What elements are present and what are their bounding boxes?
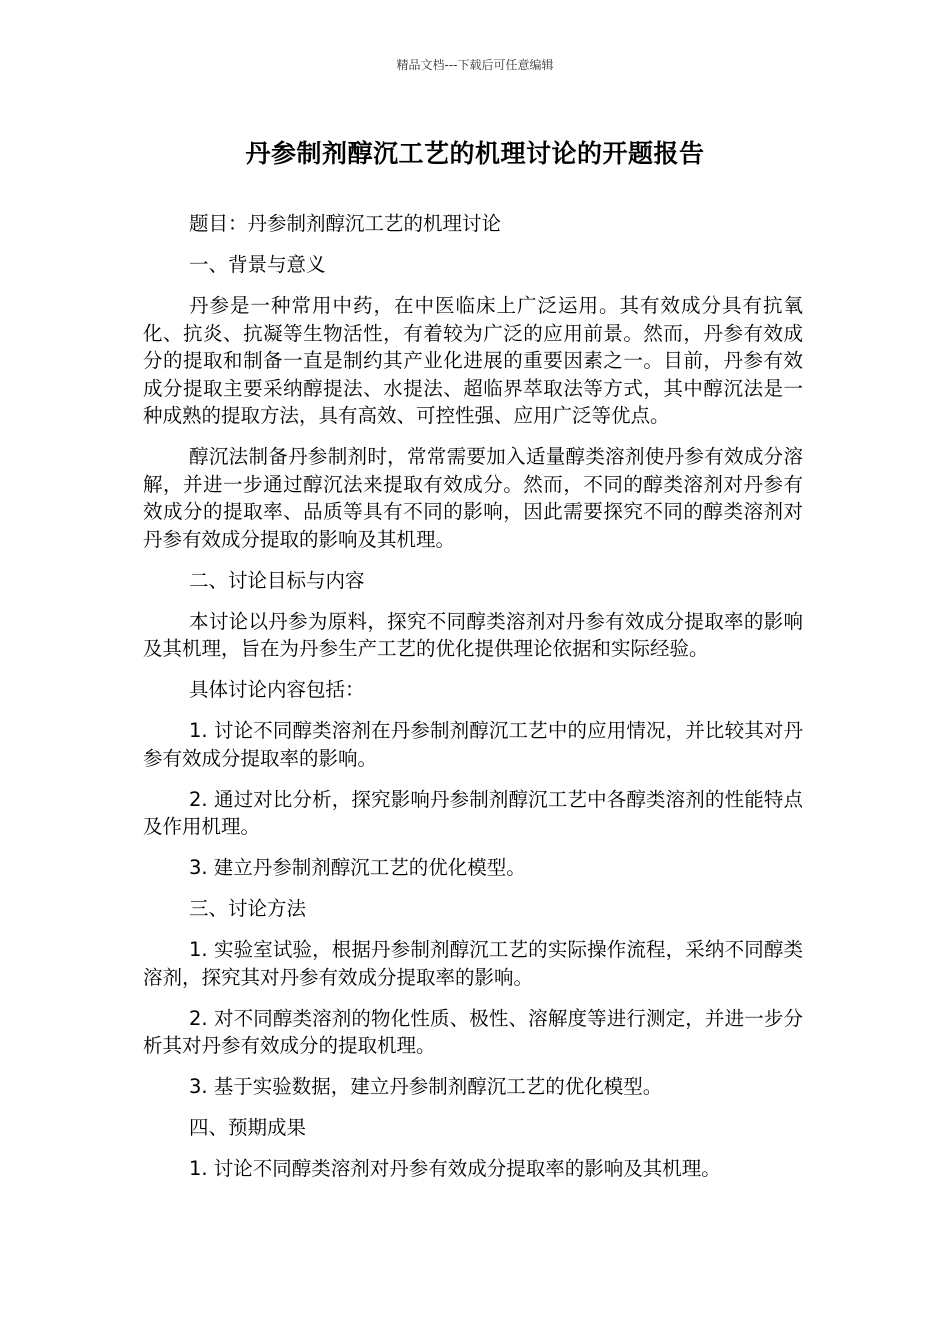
paragraph-content-intro: 具体讨论内容包括：	[189, 678, 365, 701]
list-item-method-2: 2. 对不同醇类溶剂的物化性质、极性、溶解度等进行测定，并进一步分析其对丹参有效成分的提取机理。	[143, 1006, 803, 1057]
list-item-outcome-1: 1. 讨论不同醇类溶剂对丹参有效成分提取率的影响及其机理。	[189, 1157, 721, 1180]
section-heading-background: 一、背景与意义	[189, 253, 326, 276]
page-header-note: 精品文档---下载后可任意编辑	[396, 58, 554, 72]
section-heading-outcomes: 四、预期成果	[189, 1116, 307, 1139]
document-title: 丹参制剂醇沉工艺的机理讨论的开题报告	[245, 139, 705, 168]
paragraph-background-2: 醇沉法制备丹参制剂时，常常需要加入适量醇类溶剂使丹参有效成分溶解，并进一步通过醇沉法来提取有效成分。然而，不同的醇类溶剂对丹参有效成分的提取率、品质等具有不同的影响，因此需要探究不同的醇类溶剂对丹参有效成分提取的影响及其机理。	[143, 445, 803, 551]
list-item-content-3: 3. 建立丹参制剂醇沉工艺的优化模型。	[189, 856, 526, 879]
list-item-method-1: 1. 实验室试验，根据丹参制剂醇沉工艺的实际操作流程，采纳不同醇类溶剂，探究其对丹参有效成分提取率的影响。	[143, 938, 803, 989]
paragraph-background-1: 丹参是一种常用中药，在中医临床上广泛运用。其有效成分具有抗氧化、抗炎、抗凝等生物活性，有着较为广泛的应用前景。然而，丹参有效成分的提取和制备一直是制约其产业化进展的重要因素之一。目前，丹参有效成分提取主要采纳醇提法、水提法、超临界萃取法等方式，其中醇沉法是一种成熟的提取方法，具有高效、可控性强、应用广泛等优点。	[143, 294, 803, 427]
topic-line: 题目：丹参制剂醇沉工艺的机理讨论	[189, 212, 502, 235]
list-item-method-3: 3. 基于实验数据，建立丹参制剂醇沉工艺的优化模型。	[189, 1075, 663, 1098]
list-item-content-2: 2. 通过对比分析，探究影响丹参制剂醇沉工艺中各醇类溶剂的性能特点及作用机理。	[143, 787, 803, 838]
document-body	[143, 210, 803, 1196]
paragraph-objectives: 本讨论以丹参为原料，探究不同醇类溶剂对丹参有效成分提取率的影响及其机理，旨在为丹参生产工艺的优化提供理论依据和实际经验。	[143, 609, 803, 660]
list-item-content-1: 1. 讨论不同醇类溶剂在丹参制剂醇沉工艺中的应用情况，并比较其对丹参有效成分提取率的影响。	[143, 719, 803, 770]
section-heading-objectives: 二、讨论目标与内容	[189, 568, 365, 592]
section-heading-methods: 三、讨论方法	[189, 897, 307, 920]
